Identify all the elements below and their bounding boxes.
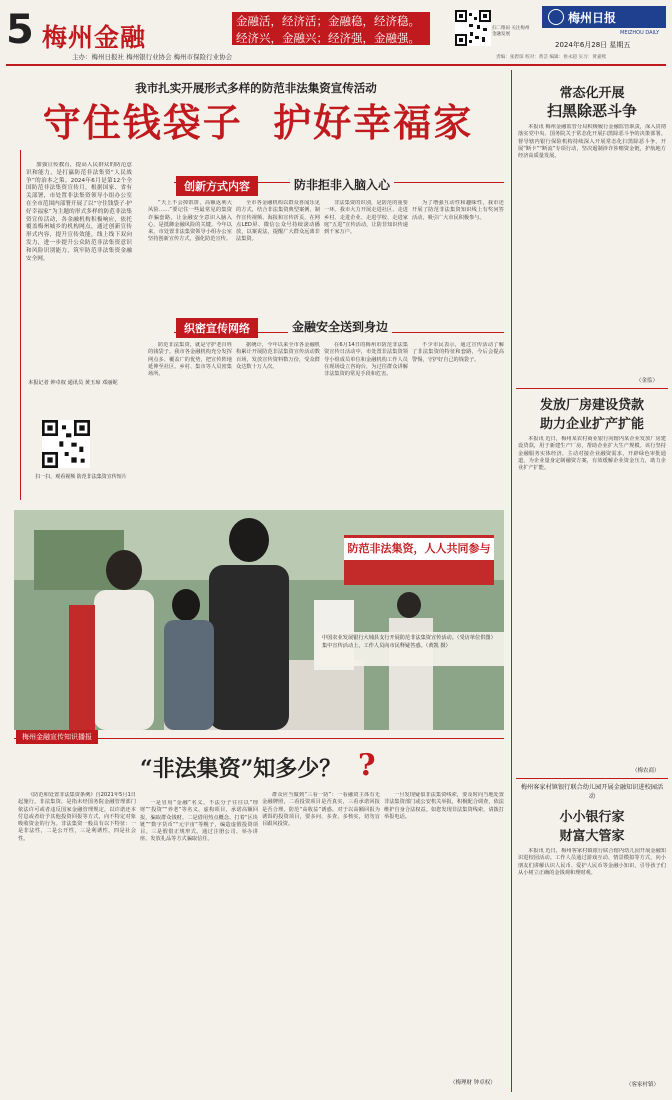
- story1-rule: [516, 388, 668, 389]
- story2-body: 本报讯 近日，梅州某农村商业银行向辖内某企业发放厂房建设贷款，用于新建生产厂房，帮助企业扩大生产规模。该行坚持金融服务实体经济，主动对接企业融资需求，开辟绿色审批通道，为企业量身定制融资方案，有效缓解企业资金压力，助力企业扩产扩能。: [518, 436, 666, 472]
- main-headline: 守住钱袋子 护好幸福家: [42, 100, 474, 145]
- photo-caption-1: 中国农业发展银行大埔县支行开展防范非法集资宣传活动。（受访单位供图）: [322, 635, 496, 641]
- story1-credit: （金监）: [636, 378, 659, 384]
- newspaper-logo: [542, 6, 666, 28]
- photo-banner: 防范非法集资，人人共同参与: [344, 538, 494, 560]
- header-qr-caption: 扫二维码 关注梅州金融发展: [492, 26, 530, 37]
- video-qr-caption: 扫一扫，观看视频 防范非法集资宣传短片: [35, 474, 127, 480]
- faq-column-3: 群众应当做到“三看一防”：一看融资主体有无金融牌照，二看投资项目是否真实，三看承诺回报是否合理，防范“高收益”诱惑。对于以高额回报为诱饵的投资项目，要多问、多查、多核实，切勿盲目跟风投资。: [262, 792, 380, 828]
- body2-column-1: 防范非法集资，就是守护老百姓的钱袋子。我市各金融机构充分发挥网点多、覆盖广的优势，把宣传阵地延伸至社区、乡村、集市等人员密集场所。: [148, 342, 232, 378]
- lead-border-line: [20, 150, 21, 500]
- header-qr-code: [455, 10, 491, 46]
- body1-column-2: 全市各金融机构以群众喜闻乐见的方式，结合非法集资典型案例，制作宣传视频、海报和宣传折页，在网点LED屏、微信公众号持续滚动播放，以案说法，提醒广大群众远离非法集资。: [236, 200, 320, 243]
- byline: 本报记者 钟卓权 通讯员 黄玉琼 邓丽妮: [28, 380, 118, 386]
- main-kicker: 我市扎实开展形式多样的防范非法集资宣传活动: [135, 81, 377, 95]
- story2-headline-1: 发放厂房建设贷款: [539, 398, 644, 413]
- faq-column-2: 一是冒用“金融”名义。不法分子往往以“理财”“投资”“养老”等名义，虚构项目，承诺高额回报，骗取群众钱财。二是借用热点概念。打着“区块链”“数字货币”“元宇宙”等幌子，编造虚假投资项目。三是假借正规形式。通过注册公司、举办讲座、发放礼品等方式骗取信任。: [140, 800, 258, 843]
- slogan-line-2: 经济兴，金融兴；经济强，金融强。: [236, 31, 420, 45]
- slogan-line-1: 金融活，经济活；金融稳，经济稳。: [236, 14, 420, 28]
- faq-section-label: 梅州金融宣传知识播报: [16, 730, 98, 744]
- story3-credit: （客家村镇）: [626, 1082, 660, 1088]
- sub2-label: 织密宣传网络: [176, 318, 258, 338]
- story3-headline-2: 财富大管家: [559, 829, 625, 844]
- video-qr-code: [42, 420, 90, 468]
- logo-subtitle: MEIZHOU DAILY: [620, 30, 660, 36]
- lead-paragraph: 加强宣传教育，提高人民群众的防范意识和能力，是打赢防范非法集资“人民战争”的治本之策。2024年6月是第12个全国防范非法集资宣传月，根据国家、省有关部署，市处置非法集资领导小组办公室在全市范围内部署开展了以“守住钱袋子·护好幸福家”为主题的形式多样的防范非法集资宣传活动，各金融机构积极响应，依托覆盖梅州城乡的机构网点，通过创新宣传形式内容，提升宣传效能，线上线下双向发力，进一步提升公众防范非法集资意识和风险识别能力，筑牢防范非法集资金融安全网。: [26, 162, 132, 262]
- body2-column-2: 据统计，今年以来全市各金融机构累计开展防范非法集资宣传活动数百场，发放宣传资料数万份，受众群众达数十万人次。: [236, 342, 320, 370]
- question-mark-icon: ?: [358, 748, 376, 783]
- body1-column-1: “天上不会掉馅饼，高额返利大风险……”要记住一些最常见的集资诈骗套路，让金融安全意识入脑入心，是抵御金融风险的关键。今年以来，市处置非法集资领导小组办公室坚持创新宣传方式，强化防范宣传。: [148, 200, 232, 243]
- logo-text: 梅州日报: [568, 11, 617, 25]
- story3-body: 本报讯 近日，梅州客家村镇银行联合辖内幼儿园开展金融知识进校园活动。工作人员通过游戏互动、情景模拟等方式，向小朋友们讲解认识人民币、爱护人民币等金融小知识，引导孩子们从小树立正确的金钱观和理财观。: [518, 848, 666, 876]
- body1-column-4: 为了增强互动性和趣味性，我市还开展了防范非法集资知识线上有奖问答活动，吸引广大市民积极参与。: [412, 200, 504, 221]
- logo-emblem-icon: [548, 9, 564, 25]
- faq-headline: “非法集资”知多少？: [140, 756, 342, 782]
- header-rule: [6, 64, 666, 66]
- sidebar-divider: [511, 70, 512, 1092]
- faq-column-1: 《防范和处置非法集资条例》自2021年5月1日起施行。非法集资，是指未经国务院金融管理部门依法许可或者违反国家金融管理规定，以许诺还本付息或者给予其他投资回报等方式，向不特定对象吸收资金的行为。非法集资一般具有以下特征：一是非法性，二是公开性，三是利诱性，四是社会性。: [18, 792, 136, 842]
- body2-column-4: 不少市民表示，通过宣传活动了解了非法集资的特征和套路，今后会提高警惕，守护好自己的钱袋子。: [412, 342, 504, 363]
- story1-headline-1: 常态化开展: [559, 86, 625, 101]
- issue-date: 2024年6月28日 星期五: [555, 41, 631, 49]
- sub1-title: 防非拒非入脑入心: [290, 176, 394, 193]
- faq-credit: （梅理财 钟卓权）: [450, 1080, 496, 1086]
- slogan-box: [232, 12, 430, 45]
- photo-caption-box: [318, 632, 504, 666]
- page-number: 5: [6, 7, 34, 53]
- faq-column-4: 一旦发现疑似非法集资线索，要及时向当地处置非法集资部门或公安机关举报，积极配合调查，依法维护自身合法权益。如您发现非法集资线索，请拨打举报电话。: [384, 792, 504, 820]
- editor-line: 责编：张碧琼 校对：黄芸 编辑：侯永超 实习：黄嘉熙: [496, 55, 607, 60]
- story2-rule: [516, 778, 668, 779]
- section-title: 梅州金融: [42, 23, 147, 52]
- body1-column-3: 非法集资的识别，是防范的重要一环。我市大力开展走进社区、走进乡村、走进企业、走进学校、走进家庭“五进”宣传活动，让防非知识传递到千家万户。: [324, 200, 408, 236]
- sub1-label: 创新方式内容: [176, 176, 258, 196]
- organizers: 主办：梅州日报社 梅州银行业协会 梅州市保险行业协会: [72, 53, 233, 61]
- story3-headline-1: 小小银行家: [559, 810, 625, 825]
- body2-column-3: 在6月14日的梅州市防范非法集资宣传日活动中，市处置非法集资领导小组成员单位和金融机构工作人员在现场设立咨询台，为过往群众讲解非法集资的常见手段和危害。: [324, 342, 408, 378]
- story1-headline-2: 扫黑除恶斗争: [546, 102, 637, 120]
- sub2-title: 金融安全送到身边: [288, 318, 392, 335]
- story2-credit: （梅农商）: [632, 768, 660, 774]
- story2-headline-2: 助力企业扩产扩能: [539, 417, 644, 432]
- story1-body: 本报讯 梅州金融监管分局积极履行金融监管职责，深入贯彻落实党中央、国务院关于常态化开展扫黑除恶斗争的决策部署。督导辖内银行保险机构持续深入开展常态化扫黑除恶斗争，开展“断卡”“断流”专项行动，坚决遏制涉诈涉赌资金链，护航地方经济高质量发展。: [518, 124, 666, 160]
- photo-caption-2: 集中宣传活动上，工作人员向市民释疑答惑。（黄凯 摄）: [322, 643, 451, 649]
- story3-kicker: 梅州客家村镇银行联合幼儿园开展金融知识进校园活动: [520, 784, 664, 800]
